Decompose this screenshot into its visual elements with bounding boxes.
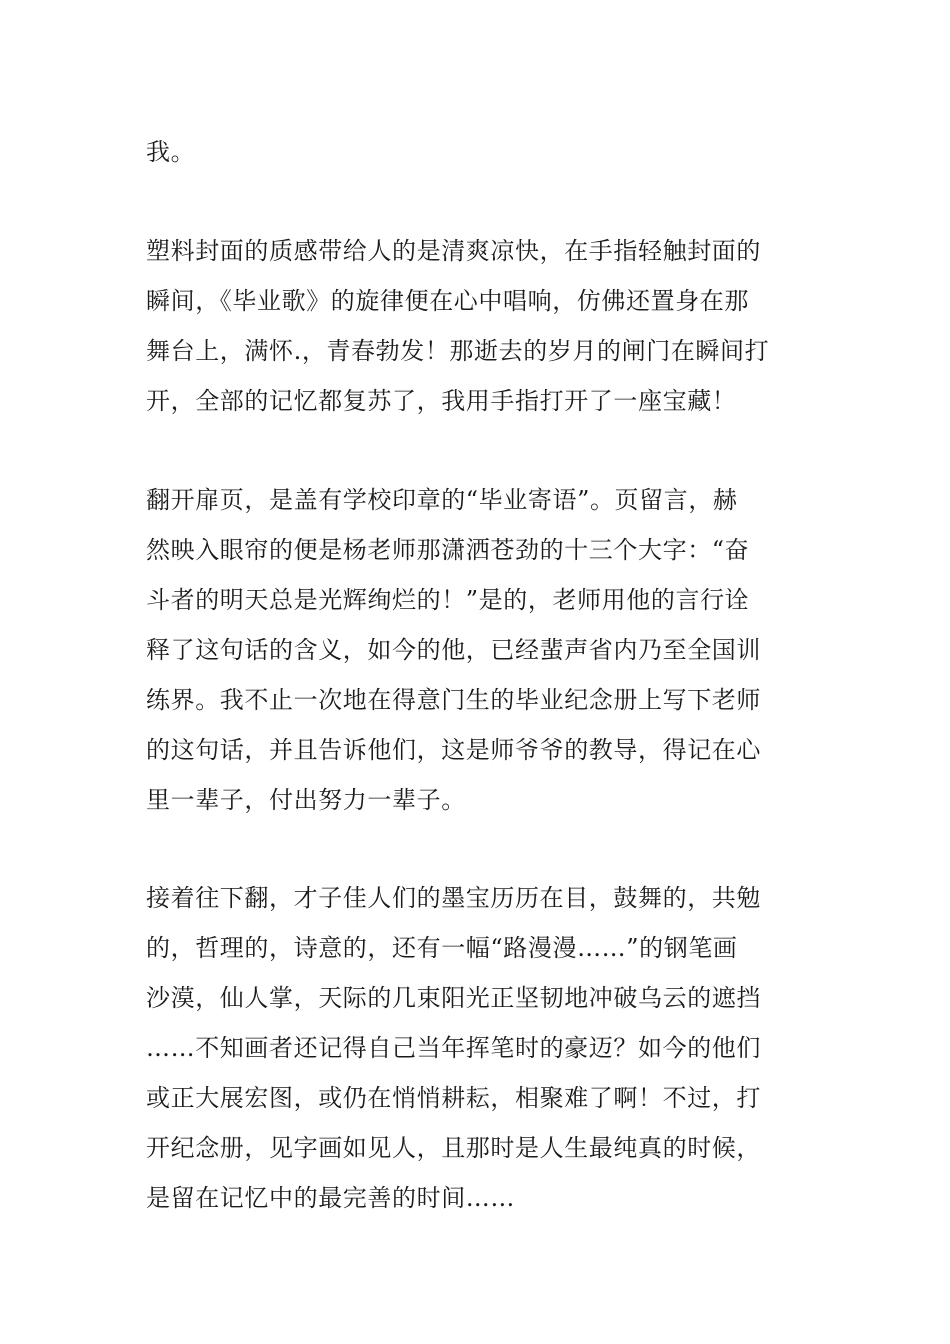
text-line: 的，哲理的，诗意的，还有一幅“路漫漫……”的钢笔画 <box>146 934 738 962</box>
text-line: 的这句话，并且告诉他们，这是师爷爷的教导，得记在心 <box>146 736 761 764</box>
paragraph-2 <box>146 226 816 426</box>
text-line: 然映入眼帘的便是杨老师那潇洒苍劲的十三个大字：“奋 <box>146 536 750 564</box>
text-line: 里一辈子，付出努力一辈子。 <box>146 786 466 814</box>
paragraph-3 <box>146 475 816 825</box>
text-line: 或正大展宏图，或仍在悄悄耕耘，相聚难了啊！不过，打 <box>146 1084 761 1112</box>
text-line: 舞台上，满怀.，青春勃发！那逝去的岁月的闸门在瞬间打 <box>146 337 770 365</box>
text-line: 翻开扉页，是盖有学校印章的“毕业寄语”。页留言，赫 <box>146 486 738 514</box>
text-line: 开纪念册，见字画如见人，且那时是人生最纯真的时候， <box>146 1134 761 1162</box>
text-line: 是留在记忆中的最完善的时间…… <box>146 1184 515 1212</box>
text-line: 塑料封面的质感带给人的是清爽凉快，在手指轻触封面的 <box>146 237 761 265</box>
text-line: ……不知画者还记得自己当年挥笔时的豪迈？如今的他们 <box>146 1034 761 1062</box>
text-line: 斗者的明天总是光辉绚烂的！”是的，老师用他的言行诠 <box>146 586 750 614</box>
paragraph-4 <box>146 873 816 1223</box>
text-line: 沙漠，仙人掌，天际的几束阳光正坚韧地冲破乌云的遮挡 <box>146 984 761 1012</box>
text-line: 练界。我不止一次地在得意门生的毕业纪念册上写下老师 <box>146 686 761 714</box>
text-line: 接着往下翻，才子佳人们的墨宝历历在目，鼓舞的，共勉 <box>146 884 761 912</box>
text-line: 开，全部的记忆都复苏了，我用手指打开了一座宝藏！ <box>146 387 737 415</box>
text-line: 释了这句话的含义，如今的他，已经蜚声省内乃至全国训 <box>146 636 761 664</box>
text-line: 我。 <box>146 138 196 166</box>
text-line: 瞬间，《毕业歌》的旋律便在心中唱响，仿佛还置身在那 <box>146 287 749 315</box>
paragraph-1 <box>146 127 816 177</box>
